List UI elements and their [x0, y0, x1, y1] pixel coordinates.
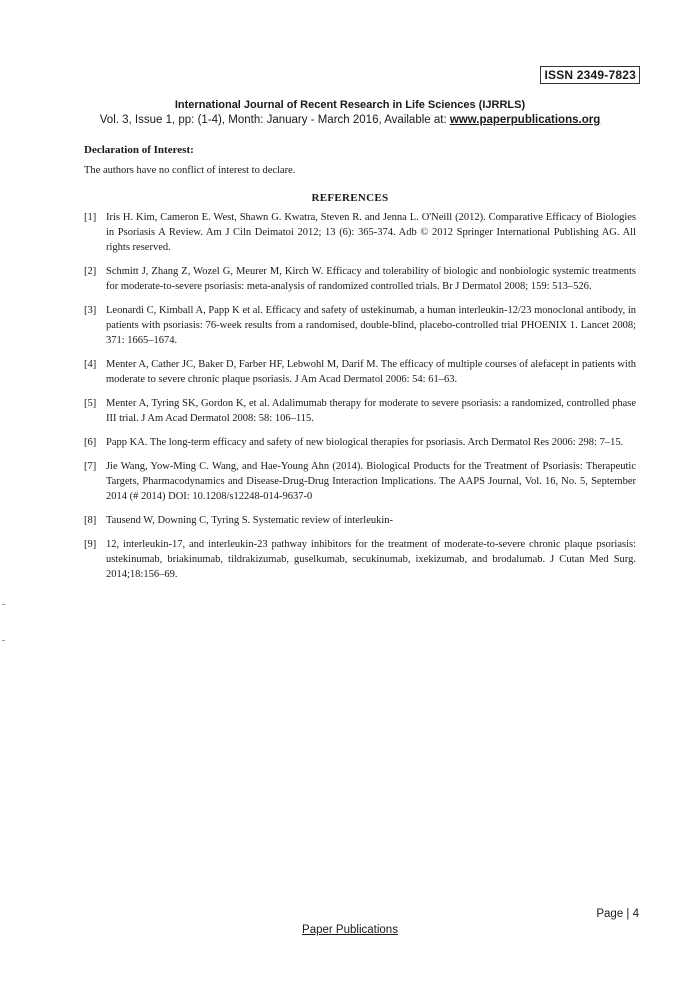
- reference-item: [84, 396, 636, 426]
- reference-number: [2]: [84, 266, 97, 277]
- reference-text: Schmitt J, Zhang Z, Wozel G, Meurer M, Kirch W. Efficacy and tolerability of biologic and nonbiologic systemic treatments for moderate-to-severe psoriasis: meta-analysis of randomized controlled trials. Br J Dermatol 2008; 159: 513–526.: [106, 266, 636, 292]
- reference-item: [84, 513, 636, 528]
- reference-item: [84, 459, 636, 504]
- reference-number: [3]: [84, 305, 97, 316]
- journal-title: International Journal of Recent Research in Life Sciences (IJRRLS): [174, 99, 526, 111]
- reference-text: Menter A, Cather JC, Baker D, Farber HF, Lebwohl M, Darif M. The efficacy of multiple courses of alefacept in patients with moderate to severe chronic plaque psoriasis. J Am Acad Dermatol 2006: 54: 61–63.: [106, 359, 636, 385]
- declaration-text: The authors have no conflict of interest to declare.: [84, 165, 296, 176]
- issn-badge: ISSN 2349-7823: [540, 66, 640, 84]
- reference-item: [84, 435, 636, 450]
- reference-item: [84, 357, 636, 387]
- reference-number: [5]: [84, 398, 97, 409]
- reference-item: [84, 303, 636, 348]
- scan-margin-mark: [2, 604, 5, 605]
- references-heading: REFERENCES: [311, 192, 389, 204]
- references-list: [84, 210, 636, 591]
- page-number: Page | 4: [596, 908, 639, 920]
- journal-url-link[interactable]: www.paperpublications.org: [449, 114, 601, 126]
- reference-text: Jie Wang, Yow-Ming C. Wang, and Hae-Young Ahn (2014). Biological Products for the Treatment of Psoriasis: Therapeutic Targets, Pharmacodynamics and Disease-Drug-Drug Interaction Implications. The AAPS Journal, Vol. 16, No. 5, September 2014 (# 2014) DOI: 10.1208/s12248-014-9637-0: [106, 461, 636, 502]
- scan-margin-mark: [2, 640, 5, 641]
- reference-item: [84, 264, 636, 294]
- reference-number: [1]: [84, 212, 97, 223]
- reference-text: Menter A, Tyring SK, Gordon K, et al. Adalimumab therapy for moderate to severe psoriasis: a randomized, controlled phase III trial. J Am Acad Dermatol 2008: 58: 106–115.: [106, 398, 636, 424]
- reference-number: [6]: [84, 437, 97, 448]
- reference-number: [4]: [84, 359, 97, 370]
- reference-text: Leonardi C, Kimball A, Papp K et al. Efficacy and safety of ustekinumab, a human interleukin-12/23 monoclonal antibody, in patients with psoriasis: 76-week results from a randomised, double-blind, placebo-controlled trial PHOENIX 1. Lancet 2008; 371: 1665–1674.: [106, 305, 636, 346]
- reference-item: [84, 537, 636, 582]
- reference-text: Iris H. Kim, Cameron E. West, Shawn G. Kwatra, Steven R. and Jenna L. O'Neill (2012). Comparative Efficacy of Biologies in Psoriasis A Review. Am J Ciln Deimatoi 2012; 13 (6): 365-374. Adb © 2012 Springer International Publishing AG. All rights reserved.: [106, 212, 636, 253]
- reference-number: [8]: [84, 515, 97, 526]
- declaration-heading: Declaration of Interest:: [84, 144, 194, 156]
- reference-item: [84, 210, 636, 255]
- volume-info: Vol. 3, Issue 1, pp: (1-4), Month: January - March 2016, Available at:: [99, 114, 450, 126]
- reference-number: [9]: [84, 539, 97, 550]
- reference-text: 12, interleukin-17, and interleukin-23 pathway inhibitors for the treatment of moderate-to-severe chronic plaque psoriasis: ustekinumab, briakinumab, tildrakizumab, guselkumab, secukinumab, ixekizumab, and brodalumab. J Cutan Med Surg. 2014;18:156–69.: [106, 539, 636, 580]
- reference-number: [7]: [84, 461, 97, 472]
- reference-text: Papp KA. The long-term efficacy and safety of new biological therapies for psoriasis. Arch Dermatol Res 2006: 298: 7–15.: [106, 437, 624, 448]
- reference-text: Tausend W, Downing C, Tyring S. Systematic review of interleukin-: [106, 515, 394, 526]
- volume-line: [0, 114, 700, 126]
- publisher-footer-link[interactable]: Paper Publications: [302, 924, 398, 936]
